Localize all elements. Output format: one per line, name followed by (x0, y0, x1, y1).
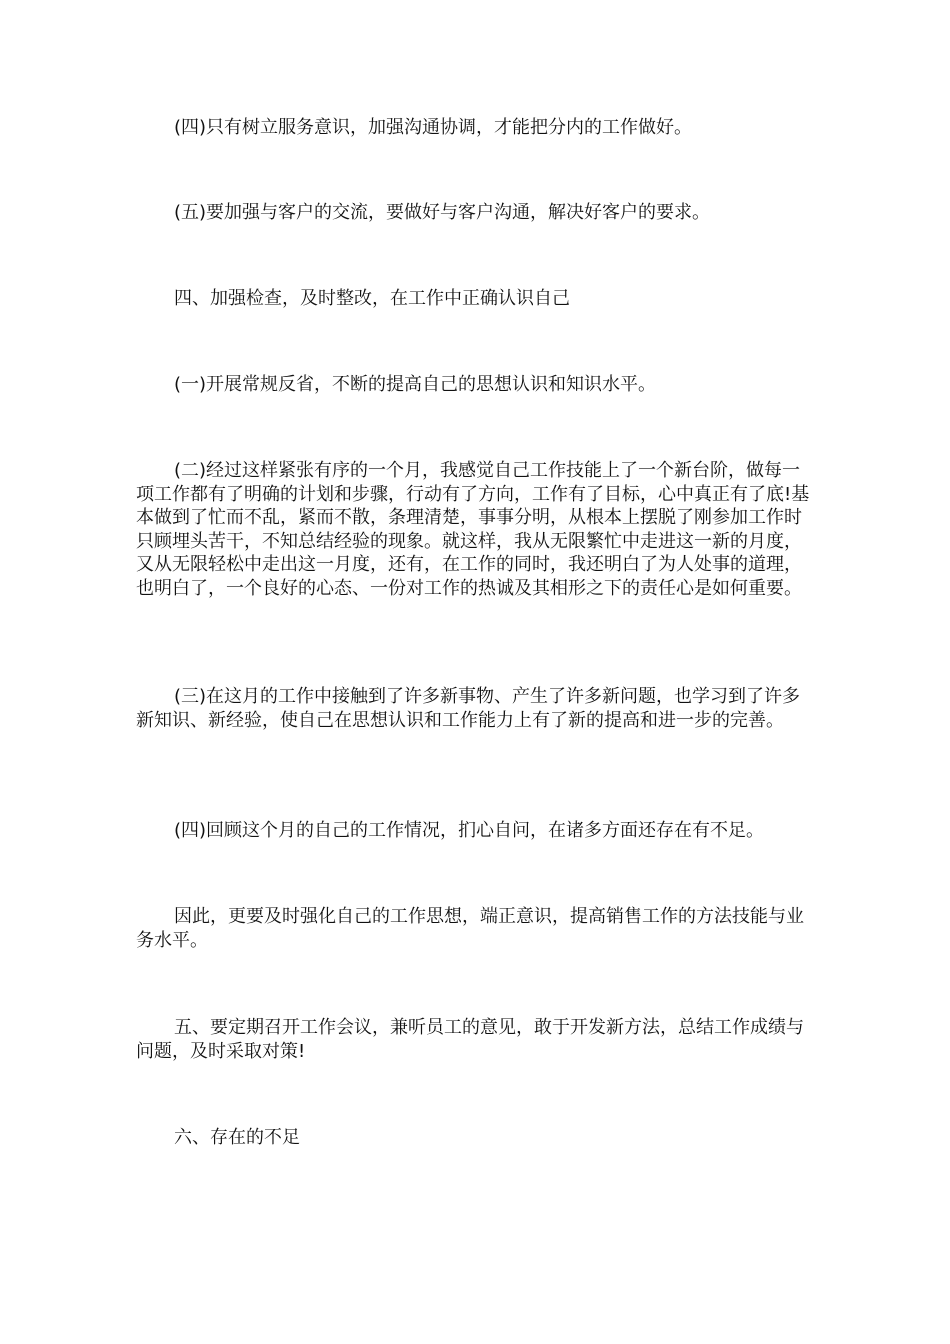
paragraph-service-awareness: (四)只有树立服务意识，加强沟通协调，才能把分内的工作做好。 (174, 117, 693, 138)
paragraph-self-reflection: (一)开展常规反省，不断的提高自己的思想认识和知识水平。 (174, 374, 657, 395)
paragraph-work-review: (四)回顾这个月的自己的工作情况，扪心自问，在诸多方面还存在有不足。 (174, 820, 765, 841)
paragraph-improvement: 因此，更要及时强化自己的工作思想，端正意识，提高销售工作的方法技能与业务水平。 (136, 906, 804, 951)
section-heading-shortcomings: 六、存在的不足 (174, 1127, 300, 1148)
paragraph-new-knowledge: (三)在这月的工作中接触到了许多新事物、产生了许多新问题，也学习到了许多新知识、新经验，使自己在思想认识和工作能力上有了新的提高和进一步的完善。 (136, 686, 801, 731)
paragraph-monthly-progress: (二)经过这样紧张有序的一个月，我感觉自己工作技能上了一个新台阶，做每一项工作都有了明确的计划和步骤，行动有了方向，工作有了目标，心中真正有了底!基本做到了忙而不乱，紧而不散，条理清楚，事事分明，从根本上摆脱了刚参加工作时只顾埋头苦干，不知总结经验的现象。就这样，我从无限繁忙中走进这一新的月度，又从无限轻松中走出这一月度，还有，在工作的同时，我还明白了为人处事的道理，也明白了，一个良好的心态、一份对工作的热诚及其相形之下的责任心是如何重要。 (136, 460, 810, 599)
paragraph-customer-communication: (五)要加强与客户的交流，要做好与客户沟通，解决好客户的要求。 (174, 202, 711, 223)
section-heading-inspection: 四、加强检查，及时整改，在工作中正确认识自己 (174, 288, 570, 309)
section-heading-meetings: 五、要定期召开工作会议，兼听员工的意见，敢于开发新方法，总结工作成绩与问题，及时采取对策! (136, 1017, 804, 1062)
